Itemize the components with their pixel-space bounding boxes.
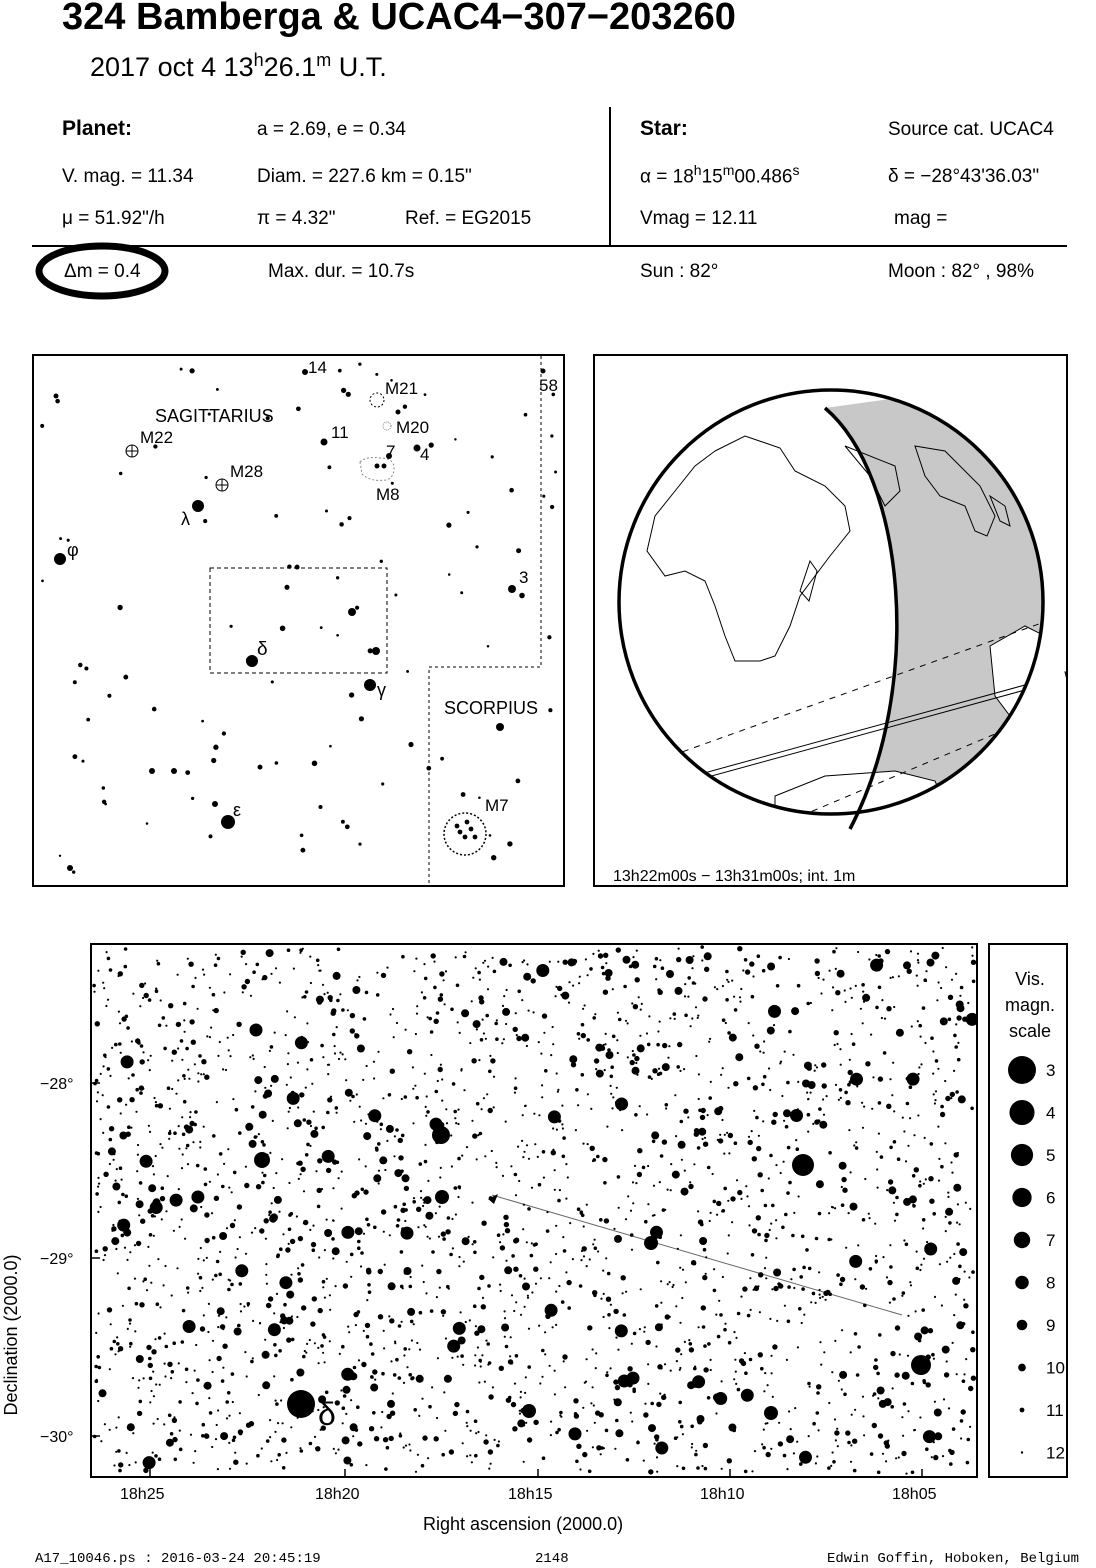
scale-dot [1011,1144,1033,1166]
finder-label: 11 [331,423,349,442]
star-ra: $\alpha = 18^h15^m00.486^s$ [640,162,800,188]
finder-star [509,488,514,493]
scale-dot [1015,1276,1029,1290]
moon-elongation: Moon : 82° , 98% [888,261,1034,282]
finder-label: 3 [519,568,529,587]
cluster-m21-symbol [370,393,384,407]
finder-star [180,368,183,371]
finder-star [341,820,345,824]
finder-star [72,754,77,759]
star-vmag: Vmag = 12.11 [640,208,758,229]
finder-star [372,647,380,655]
finder-star [554,470,557,473]
max-duration: Max. dur. = 10.7s [268,261,415,282]
finder-star [229,625,232,628]
scale-dot [1008,1056,1036,1084]
finder-star [487,645,490,648]
globe-svg [595,356,1066,885]
delta-mag: Δm = 0.4 [64,261,141,282]
finder-star [348,608,356,616]
y-tick-label: −29° [40,1251,74,1268]
finder-star [469,827,474,832]
finder-star [189,368,194,373]
finder-star [119,472,122,475]
finder-star [375,373,378,376]
scale-mag-label: 6 [1046,1188,1056,1208]
finder-star [67,865,73,871]
finder-star [364,679,376,691]
scale-mag-label: 4 [1046,1103,1056,1123]
scale-dot [1014,1232,1030,1248]
finder-star [339,522,344,527]
scale-mag-label: 8 [1046,1273,1056,1293]
finder-star [123,675,128,680]
finder-star [72,870,75,873]
finder-star [394,594,397,597]
finder-chart [32,354,565,887]
finder-star [192,500,204,512]
scale-dot [1018,1364,1026,1372]
finder-star [341,388,346,393]
finder-star [541,369,546,374]
scale-dot [1012,1188,1031,1207]
finder-star [507,841,512,846]
finder-star [213,745,218,750]
finder-star [440,757,444,761]
finder-star [491,455,494,458]
finder-star [542,495,545,498]
cluster-m22-symbol [126,445,138,457]
finder-label: δ [257,639,268,660]
finder-star [519,593,525,599]
finder-star [380,560,383,563]
finder-label: M8 [376,485,400,504]
planet-label: Planet: [62,117,133,140]
finder-star [41,580,44,583]
scale-mag-label: 10 [1046,1358,1065,1378]
finder-star [375,464,380,469]
finder-star [171,768,177,774]
info-rule [32,245,1067,247]
sun-elongation: Sun : 82° [640,261,719,282]
finder-star [406,670,409,673]
finder-star [347,516,351,520]
finder-star [300,833,304,837]
finder-label: M20 [396,418,430,437]
finder-star [318,805,322,809]
scale-mag-label: 12 [1046,1443,1065,1463]
x-tick-label: 18h25 [120,1486,165,1503]
finder-star [104,803,107,806]
finder-star [454,438,456,440]
event-datetime: 2017 oct 4 13$^h$26.1$^m$ U.T. [90,50,387,82]
scale-title: scale [1008,1021,1052,1041]
finder-star [355,606,359,610]
finder-star [280,626,286,632]
x-ticks [150,1469,922,1478]
footer-number: 2148 [535,1551,569,1567]
finder-star [117,605,122,610]
finder-star [59,537,62,540]
finder-star [40,424,44,428]
finder-star [359,716,364,721]
finder-label: λ [181,509,190,529]
finder-star [287,564,291,568]
finder-star [258,765,263,770]
constellation-sagittarius-label: SAGITTARIUS [155,406,274,426]
finder-star [84,666,88,670]
finder-star [346,392,351,397]
chart-axes [0,940,1096,1540]
star-dec: δ = −28°43'36.03" [888,166,1040,187]
finder-star [54,553,66,565]
finder-label: 14 [308,358,327,377]
finder-star [102,786,105,789]
finder-star [146,822,149,825]
x-axis-label: Right ascension (2000.0) [423,1514,624,1534]
field-outline [210,568,387,673]
finder-star [284,585,289,590]
scale-mag-label: 9 [1046,1316,1056,1335]
magnitude-scale [988,943,1068,1478]
scale-mag-label: 3 [1046,1061,1056,1080]
finder-star [191,797,194,800]
finder-star [295,565,300,570]
finder-star [336,634,339,637]
finder-star [59,855,61,857]
finder-star [336,576,339,579]
planet-orbit: a = 2.69, e = 0.34 [257,119,406,140]
finder-star [358,843,361,846]
finder-star [327,465,331,469]
finder-star [149,768,155,774]
finder-label: ε [233,800,242,820]
nebula-m20-symbol [383,422,391,430]
finder-star [275,761,279,765]
scale-dot [1009,1100,1034,1125]
finder-star [185,770,190,775]
finder-star [211,758,216,763]
finder-star [203,519,207,523]
finder-star [516,779,521,784]
finder-star [55,399,60,404]
finder-star [300,848,305,853]
finder-star [408,742,413,747]
finder-star [216,388,219,391]
chart-delta-label: δ [318,1396,336,1432]
finder-star [381,782,384,785]
scale-mag-label: 7 [1046,1231,1056,1250]
finder-star [465,820,470,825]
finder-label: φ [67,540,79,560]
finder-star [73,680,77,684]
finder-star [448,573,451,576]
finder-label: 58 [539,376,558,395]
path-direction-arrow [1065,672,1066,680]
planet-diameter: Diam. = 227.6 km = 0.15" [257,166,472,187]
finder-star [508,585,516,593]
finder-star [548,708,552,712]
finder-star [446,523,451,528]
scale-dot [1020,1408,1025,1413]
finder-star [296,406,301,411]
cluster-m28-symbol [216,479,228,491]
finder-star [473,835,478,840]
finder-star [547,635,551,639]
y-ticks [90,1083,100,1436]
finder-star [496,723,504,731]
constellation-scorpius-label: SCORPIUS [444,698,539,718]
globe-caption: 13h22m00s − 13h31m00s; int. 1m [613,868,856,885]
finder-star [467,511,470,514]
finder-star [550,505,554,509]
finder-label: M21 [385,379,419,398]
scale-dot [1021,1451,1023,1453]
finder-star [458,830,463,835]
finder-label: 7 [386,442,396,461]
planet-motion: μ = 51.92"/h [62,208,165,229]
finder-star [524,413,528,417]
cluster-m7-symbol [444,813,486,855]
globe-panel [593,354,1068,887]
finder-star [460,591,463,594]
finder-star [222,731,226,735]
footer-file: A17_10046.ps : 2016-03-24 20:45:19 [35,1551,321,1567]
y-tick-label: −28° [40,1076,74,1093]
finder-star [152,707,157,712]
finder-star [368,648,373,653]
finder-star [475,545,478,548]
finder-star [516,548,521,553]
finder-star [78,663,82,667]
finder-star [274,514,278,518]
finder-star [455,824,460,829]
finder-star [201,720,204,723]
y-tick-label: −30° [40,1429,74,1446]
finder-stars [40,363,557,874]
finder-star [338,369,342,373]
star-source: Source cat. UCAC4 [888,119,1054,140]
finder-star [463,835,468,840]
finder-star [209,834,213,838]
magnitude-scale-svg [990,945,1066,1476]
finder-star [358,363,361,366]
page-title: 324 Bamberga & UCAC4−307−203260 [62,0,736,38]
planet-parallax: π = 4.32" [257,208,336,229]
scale-title: magn. [1004,995,1056,1015]
planet-ref: Ref. = EG2015 [405,208,532,229]
finder-chart-svg [34,356,563,885]
finder-label: M28 [230,462,264,481]
finder-star [345,824,350,829]
finder-star [212,801,218,807]
finder-star [396,410,401,415]
info-divider [609,107,611,247]
x-tick-label: 18h20 [315,1486,360,1503]
finder-star [426,766,431,771]
finder-star [320,626,323,629]
finder-star [204,476,207,479]
star-label: Star: [640,117,688,140]
finder-star [246,658,249,661]
finder-label: γ [377,680,386,700]
finder-star [271,680,274,683]
x-tick-label: 18h10 [700,1486,745,1503]
finder-star [489,834,492,837]
finder-star [54,394,59,399]
finder-star [321,439,328,446]
scale-mag-label: 11 [1046,1401,1064,1420]
scale-title: Vis. [1015,969,1045,989]
scale-mag-label: 5 [1046,1146,1056,1165]
finder-star [107,694,111,698]
x-tick-label: 18h15 [508,1486,553,1503]
finder-star [424,393,427,396]
finder-star [325,510,328,513]
finder-star [86,718,90,722]
y-axis-label: Declination (2000.0) [1,1254,21,1416]
finder-star [550,434,553,437]
scale-dot [1017,1320,1028,1331]
planet-vmag: V. mag. = 11.34 [62,166,194,187]
finder-star [403,405,407,409]
finder-star [382,464,387,469]
finder-star [312,761,318,767]
star-mag: mag = [894,208,948,229]
finder-star [491,855,496,860]
finder-star [81,760,84,763]
finder-label: M7 [485,796,509,815]
finder-star [329,745,332,748]
finder-label: M22 [140,428,174,447]
finder-star [349,692,354,697]
finder-star [461,792,466,797]
finder-star [478,796,481,799]
footer-author: Edwin Goffin, Hoboken, Belgium [827,1551,1080,1567]
finder-label: 4 [420,445,430,464]
x-tick-label: 18h05 [892,1486,937,1503]
